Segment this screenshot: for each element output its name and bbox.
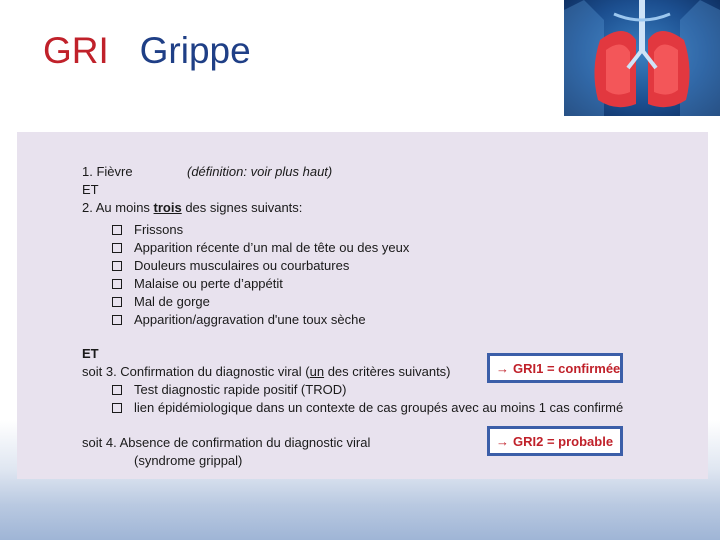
checkbox-icon xyxy=(112,297,122,307)
criterion-signs-heading xyxy=(82,200,302,215)
signs-heading-emphasis: trois xyxy=(153,200,182,215)
lungs-illustration xyxy=(564,0,720,116)
checkbox-icon xyxy=(112,243,122,253)
sign-item: Apparition/aggravation d'une toux sèche xyxy=(134,312,366,327)
sign-item: Apparition récente d’un mal de tête ou des yeux xyxy=(134,240,410,255)
arrow-right-icon: → xyxy=(496,433,509,449)
test-item: lien épidémiologique dans un contexte de cas groupés avec au moins 1 cas confirmé xyxy=(134,400,624,415)
result-probable-box xyxy=(487,426,623,456)
criterion-fever-note: (définition: voir plus haut) xyxy=(187,164,333,179)
title-word: Grippe xyxy=(139,30,251,71)
checkbox-icon xyxy=(112,261,122,271)
sign-item: Frissons xyxy=(134,222,184,237)
sign-item: Mal de gorge xyxy=(134,294,210,309)
confirmation-suffix: des critères suivants) xyxy=(324,364,451,379)
result-confirmed-box xyxy=(487,353,623,383)
and-connector-2: ET xyxy=(82,346,99,361)
checkbox-icon xyxy=(112,385,122,395)
and-connector-1: ET xyxy=(82,182,99,197)
result-confirmed-label: GRI1 = confirmée xyxy=(513,360,621,376)
sign-item: Malaise ou perte d’appétit xyxy=(134,276,283,291)
title-abbreviation: GRI xyxy=(43,30,109,71)
checkbox-icon xyxy=(112,225,122,235)
sign-item: Douleurs musculaires ou courbatures xyxy=(134,258,350,273)
checkbox-icon xyxy=(112,315,122,325)
checkbox-icon xyxy=(112,279,122,289)
result-probable-label: GRI2 = probable xyxy=(513,433,614,449)
test-item: Test diagnostic rapide positif (TROD) xyxy=(134,382,347,397)
slide-title xyxy=(43,30,251,72)
confirmation-prefix: soit 3. Confirmation du diagnostic viral ( xyxy=(82,364,310,379)
signs-heading-suffix: des signes suivants: xyxy=(181,200,303,215)
arrow-right-icon: → xyxy=(496,360,509,376)
lungs-image xyxy=(564,0,720,116)
checkbox-icon xyxy=(112,403,122,413)
criterion-fever: 1. Fièvre xyxy=(82,164,133,179)
criteria-panel xyxy=(17,132,708,479)
criterion-no-confirmation: soit 4. Absence de confirmation du diagnostic viral xyxy=(82,435,371,450)
confirmation-emphasis: un xyxy=(309,364,325,379)
signs-heading-prefix: 2. Au moins xyxy=(82,200,154,215)
criterion-viral-confirmation xyxy=(82,364,451,379)
criterion-no-confirmation-sub: (syndrome grippal) xyxy=(134,453,243,468)
